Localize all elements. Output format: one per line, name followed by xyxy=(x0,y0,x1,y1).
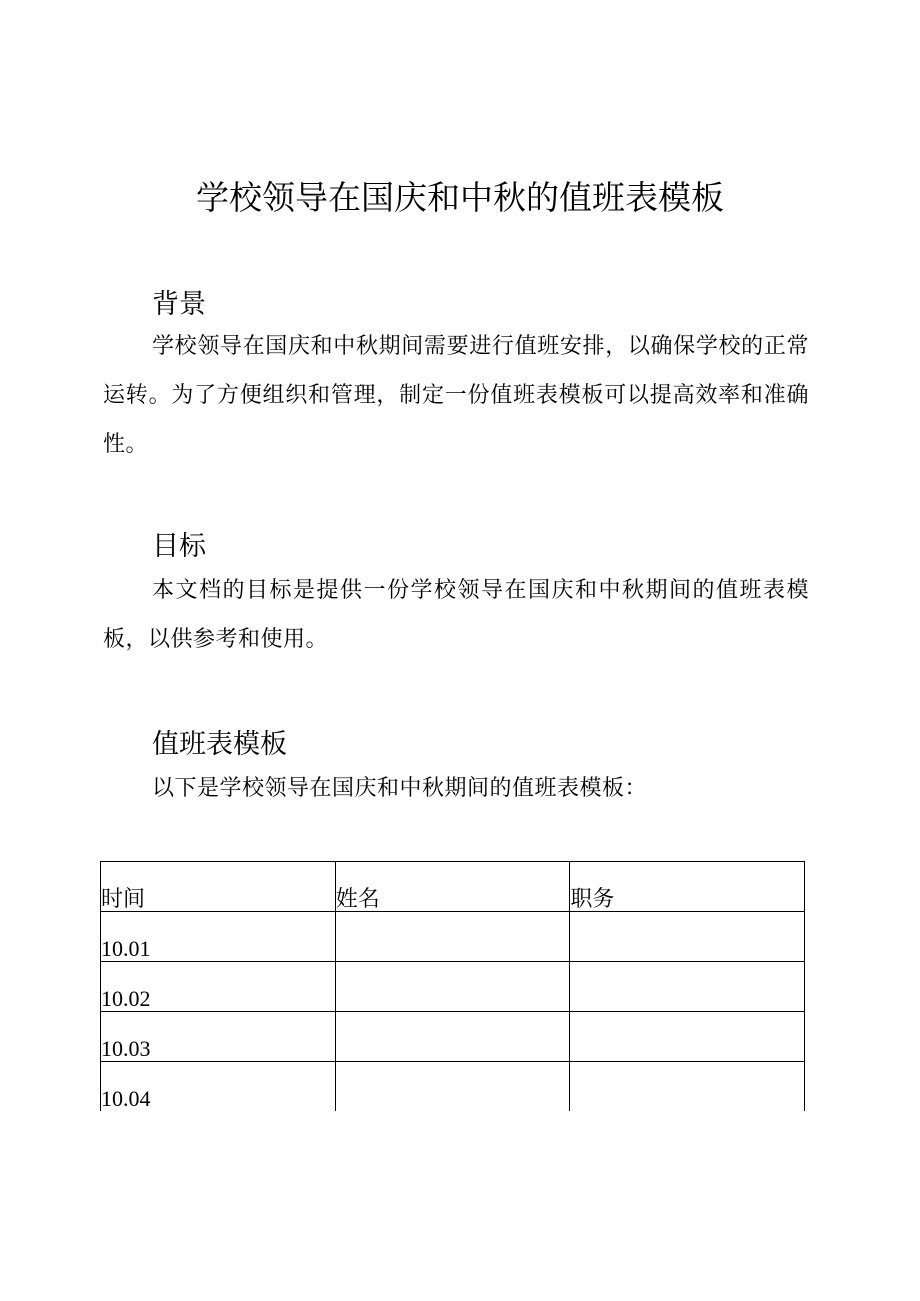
table-cell-position xyxy=(570,1062,805,1112)
table-cell-time: 10.03 xyxy=(101,1012,336,1062)
section-body-background: 学校领导在国庆和中秋期间需要进行值班安排，以确保学校的正常运转。为了方便组织和管理，制定一份值班表模板可以提高效率和准确性。 xyxy=(103,334,809,457)
table-header-time: 时间 xyxy=(101,862,336,912)
duty-table xyxy=(100,861,805,1111)
table-row xyxy=(101,1062,805,1112)
table-header-name: 姓名 xyxy=(335,862,570,912)
table-cell-name xyxy=(335,1062,570,1112)
table-cell-time: 10.04 xyxy=(101,1062,336,1112)
page-title: 学校领导在国庆和中秋的值班表模板 xyxy=(196,178,724,217)
section-body-goal: 本文档的目标是提供一份学校领导在国庆和中秋期间的值班表模板，以供参考和使用。 xyxy=(103,578,809,652)
section-body-template: 以下是学校领导在国庆和中秋期间的值班表模板： xyxy=(152,776,648,801)
table-cell-name xyxy=(335,1012,570,1062)
table-row xyxy=(101,962,805,1012)
table-header-position: 职务 xyxy=(570,862,805,912)
table-cell-name xyxy=(335,962,570,1012)
table-header-row xyxy=(101,862,805,912)
table-cell-time: 10.01 xyxy=(101,912,336,962)
table-cell-position xyxy=(570,962,805,1012)
table-row xyxy=(101,1012,805,1062)
section-heading-goal: 目标 xyxy=(152,531,206,562)
table-cell-position xyxy=(570,912,805,962)
table-row xyxy=(101,912,805,962)
table-cell-time: 10.02 xyxy=(101,962,336,1012)
table-cell-name xyxy=(335,912,570,962)
table-cell-position xyxy=(570,1012,805,1062)
section-heading-template: 值班表模板 xyxy=(152,729,287,760)
section-heading-background: 背景 xyxy=(152,289,206,320)
